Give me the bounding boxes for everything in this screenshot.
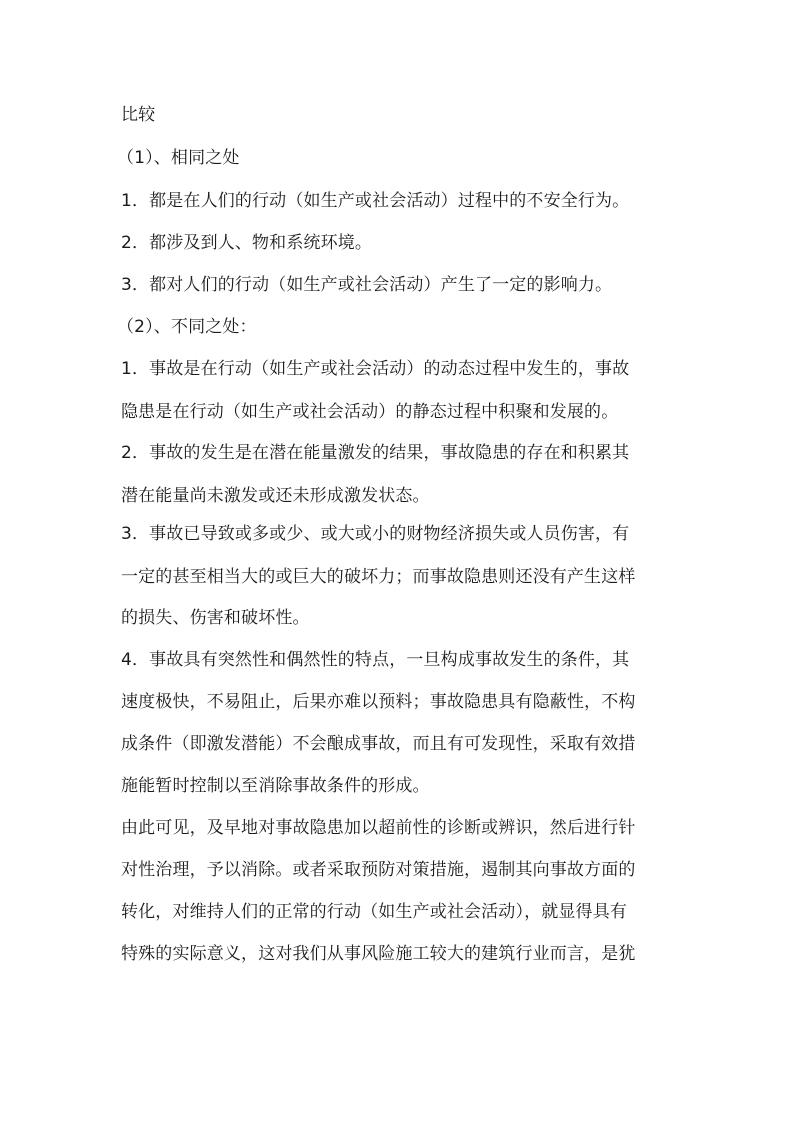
difference-line: 潜在能量尚未激发或还未形成激发状态。 bbox=[121, 486, 430, 506]
section-title-similarities: （1）、相同之处 bbox=[117, 148, 240, 168]
difference-line: 3．事故已导致或多或少、或大或小的财物经济损失或人员伤害，有 bbox=[121, 524, 630, 544]
conclusion-line: 对性治理，予以消除。或者采取预防对策措施，遏制其向事故方面的 bbox=[121, 860, 636, 880]
difference-line: 施能暂时控制以至消除事故条件的形成。 bbox=[121, 776, 430, 796]
conclusion-line: 转化，对维持人们的正常的行动（如生产或社会活动），就显得具有 bbox=[121, 902, 627, 922]
difference-line: 隐患是在行动（如生产或社会活动）的静态过程中积聚和发展的。 bbox=[121, 402, 619, 422]
similarity-item-2: 2．都涉及到人、物和系统环境。 bbox=[121, 233, 373, 253]
difference-line: 成条件（即激发潜能）不会酿成事故，而且有可发现性，采取有效措 bbox=[121, 734, 636, 754]
document-heading: 比较 bbox=[121, 105, 156, 125]
difference-line: 4．事故具有突然性和偶然性的特点，一旦构成事故发生的条件，其 bbox=[121, 650, 630, 670]
difference-line: 速度极快，不易阻止，后果亦难以预料；事故隐患具有隐蔽性，不构 bbox=[121, 692, 636, 712]
difference-line: 2．事故的发生是在潜在能量激发的结果，事故隐患的存在和积累其 bbox=[121, 443, 630, 463]
section-title-differences: （2）、不同之处： bbox=[117, 317, 257, 337]
similarity-item-3: 3．都对人们的行动（如生产或社会活动）产生了一定的影响力。 bbox=[121, 275, 613, 295]
difference-line: 的损失、伤害和破坏性。 bbox=[121, 608, 310, 628]
conclusion-line: 特殊的实际意义，这对我们从事风险施工较大的建筑行业而言，是犹 bbox=[121, 944, 636, 964]
difference-line: 1．事故是在行动（如生产或社会活动）的动态过程中发生的，事故 bbox=[121, 359, 630, 379]
conclusion-line: 由此可见，及早地对事故隐患加以超前性的诊断或辨识，然后进行针 bbox=[121, 818, 636, 838]
difference-line: 一定的甚至相当大的或巨大的破坏力；而事故隐患则还没有产生这样 bbox=[121, 567, 636, 587]
similarity-item-1: 1．都是在人们的行动（如生产或社会活动）过程中的不安全行为。 bbox=[121, 191, 630, 211]
